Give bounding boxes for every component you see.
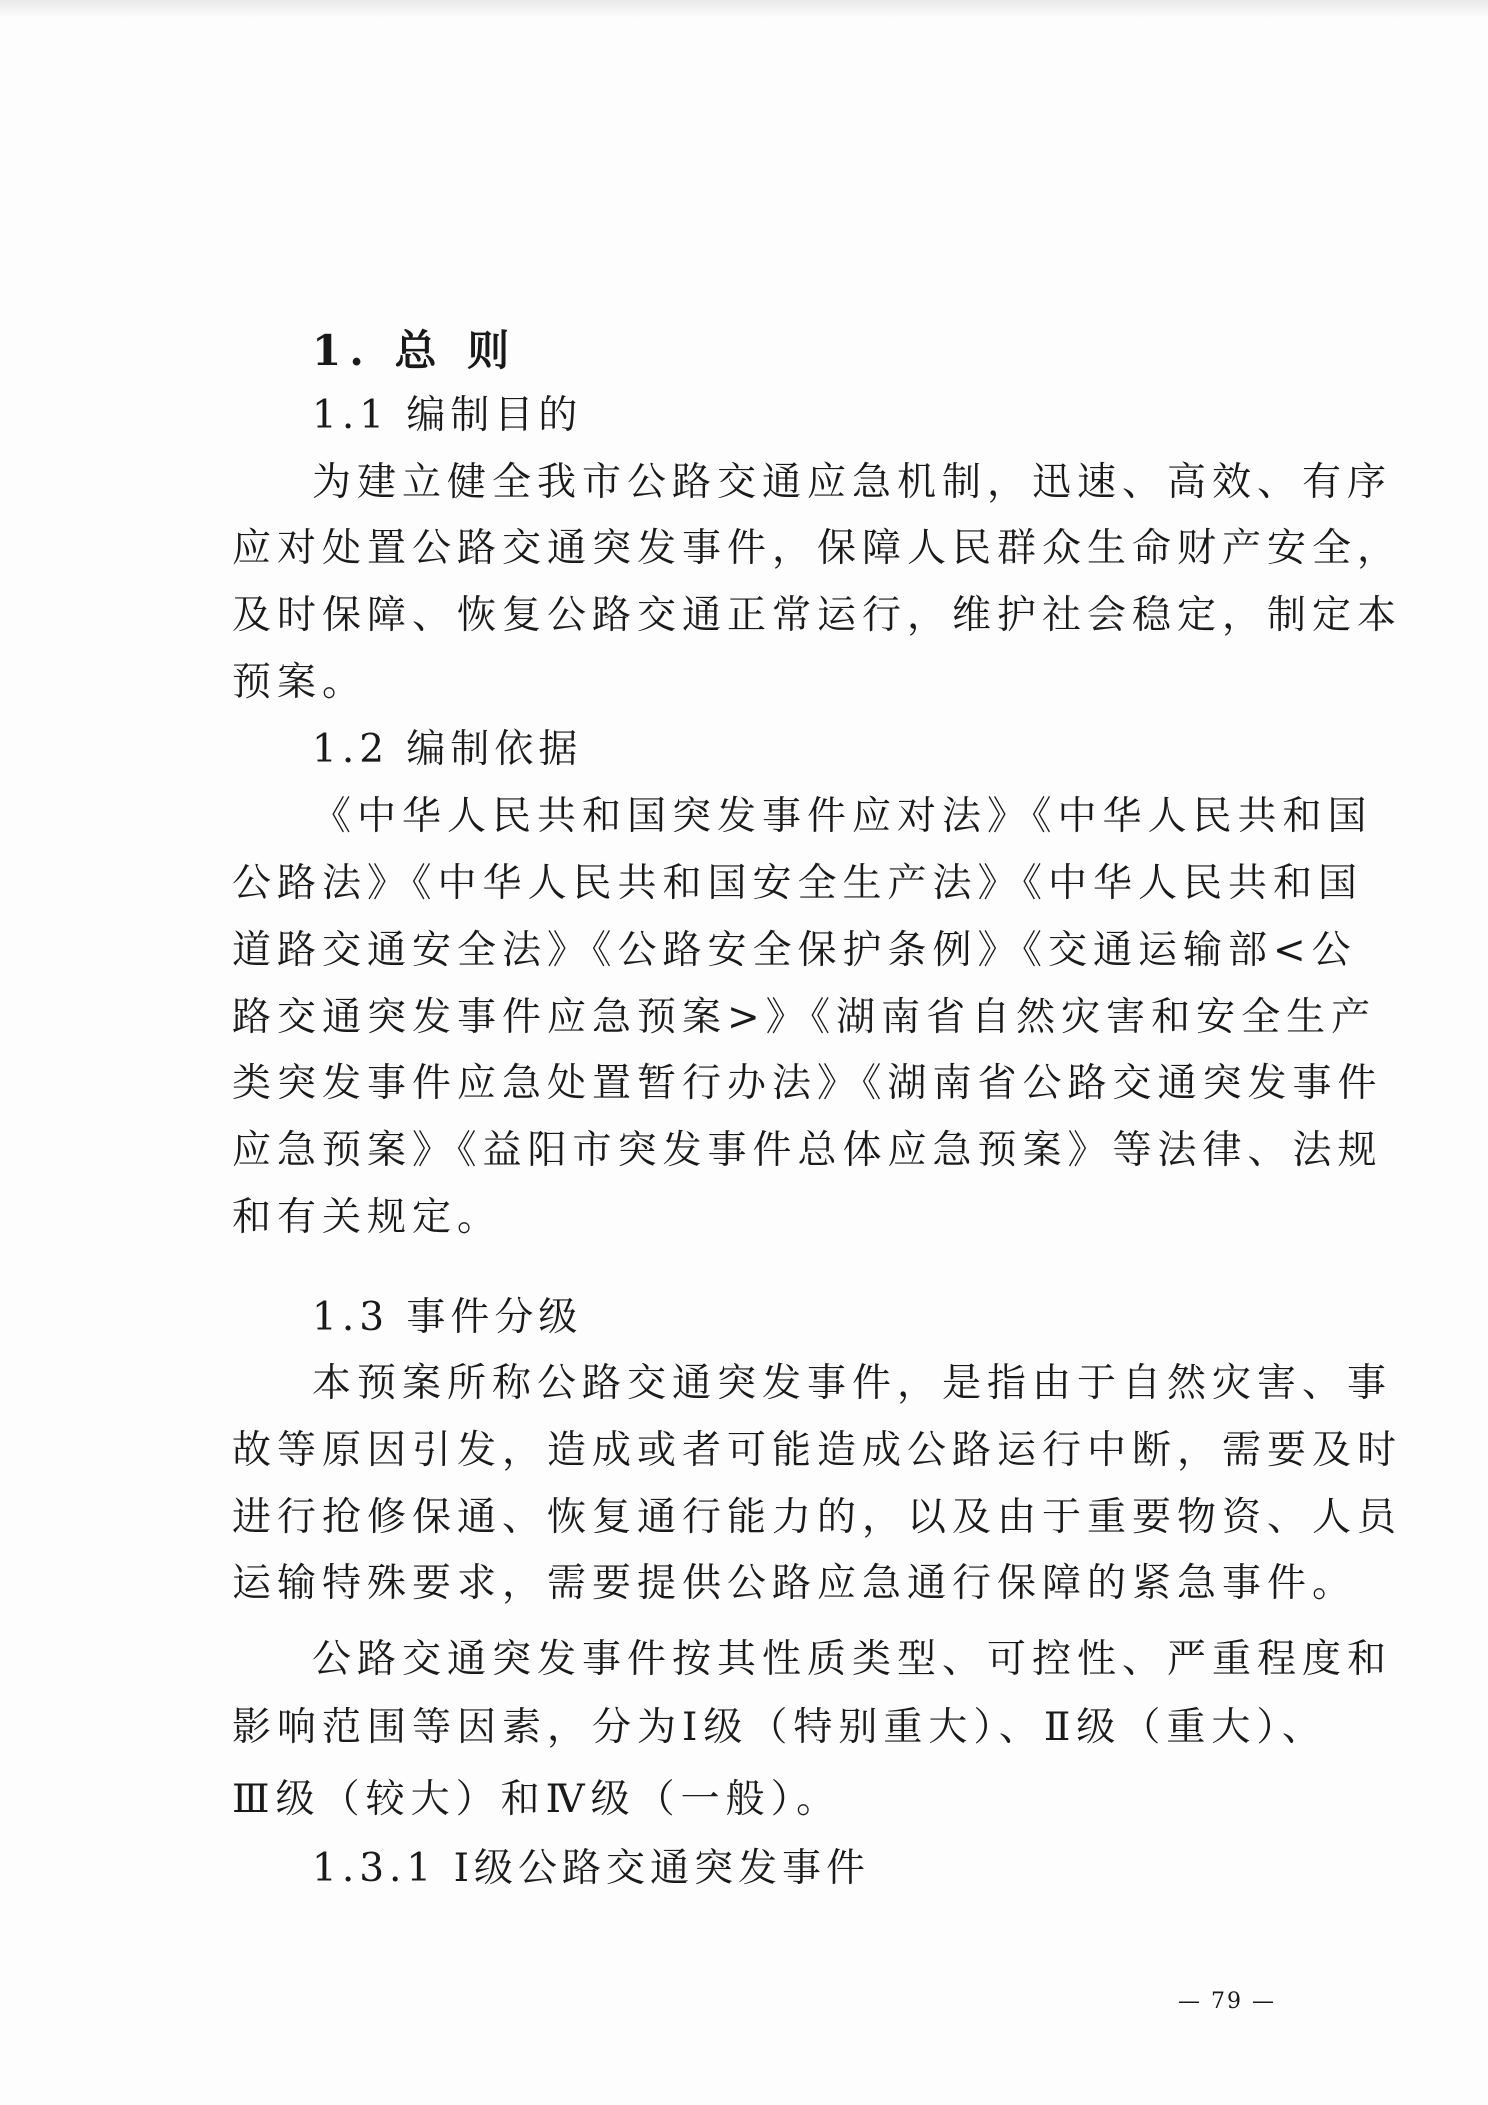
scan-edge-shading [0, 0, 1488, 18]
paragraph-line: 本预案所称公路交通突发事件，是指由于自然灾害、事 [312, 1361, 1393, 1406]
paragraph-line: 应急预案》《益阳市突发事件总体应急预案》等法律、法规 [232, 1128, 1383, 1173]
paragraph-line: 道路交通安全法》《公路安全保护条例》《交通运输部<公 [232, 928, 1357, 973]
section-heading-classification: 1.3 事件分级 [312, 1295, 583, 1340]
paragraph-line: 进行抢修保通、恢复通行能力的，以及由于重要物资、人员 [232, 1495, 1403, 1540]
paragraph-line: 公路交通突发事件按其性质类型、可控性、严重程度和 [312, 1637, 1393, 1682]
paragraph-line: 应对处置公路交通突发事件，保障人民群众生命财产安全， [232, 526, 1403, 571]
paragraph-line: 和有关规定。 [232, 1195, 503, 1240]
paragraph-line: Ⅲ级（较大）和Ⅳ级（一般）。 [232, 1777, 842, 1822]
section-heading-basis: 1.2 编制依据 [312, 727, 583, 772]
page-number: — 79 — [1178, 1989, 1276, 2014]
paragraph-line: 公路法》《中华人民共和国安全生产法》《中华人民共和国 [232, 861, 1364, 906]
heading-general-principles: 1. 总 则 [312, 326, 518, 375]
paragraph-line: 预案。 [232, 660, 368, 705]
paragraph-line: 影响范围等因素，分为Ⅰ级（特别重大）、Ⅱ级（重大）、 [232, 1705, 1327, 1750]
paragraph-line: 路交通突发事件应急预案>》《湖南省自然灾害和安全生产 [232, 995, 1377, 1040]
paragraph-line: 及时保障、恢复公路交通正常运行，维护社会稳定，制定本 [232, 593, 1403, 638]
section-heading-purpose: 1.1 编制目的 [312, 393, 583, 438]
paragraph-line: 《中华人民共和国突发事件应对法》《中华人民共和国 [312, 794, 1373, 839]
section-heading-level-one-events: 1.3.1 Ⅰ级公路交通突发事件 [312, 1846, 871, 1891]
paragraph-line: 为建立健全我市公路交通应急机制，迅速、高效、有序 [312, 460, 1393, 505]
paragraph-line: 故等原因引发，造成或者可能造成公路运行中断，需要及时 [232, 1428, 1403, 1473]
paragraph-line: 类突发事件应急处置暂行办法》《湖南省公路交通突发事件 [232, 1061, 1383, 1106]
paragraph-line: 运输特殊要求，需要提供公路应急通行保障的紧急事件。 [232, 1561, 1358, 1606]
